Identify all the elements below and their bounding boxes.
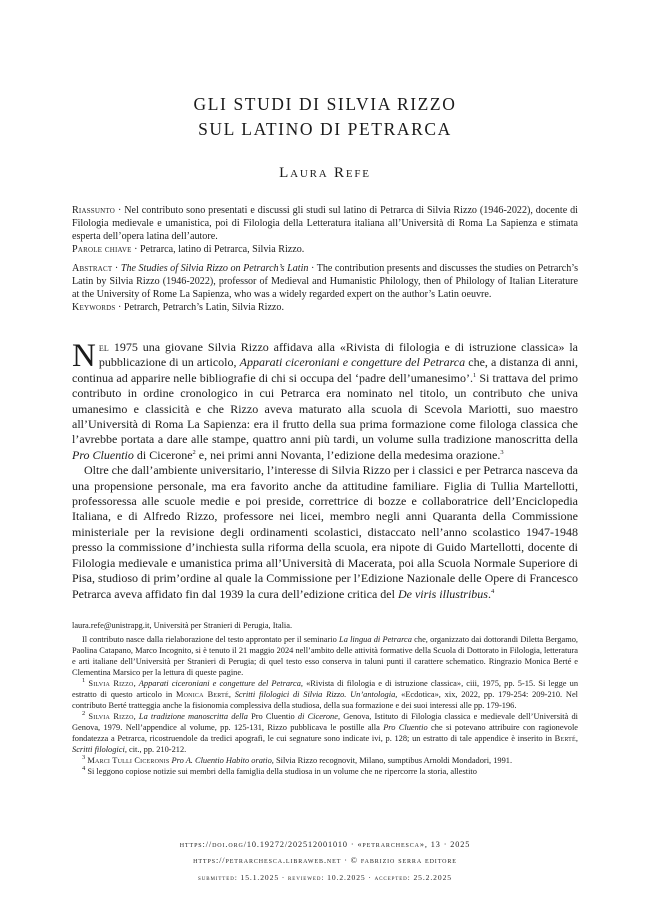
footnote-ref[interactable]: 2: [192, 448, 196, 456]
footnote-1: $^1$ Silvia Rizzo, Apparati ciceroniani e congetture del Petrarca, «Rivista di filologia e di istruzione classica», ciii, 1975, pp. 5-15. Si legge un estratto di questo articolo in Monica Berté, Scritti filologici di Silvia Rizzo. Un’antologia, «Ecdotica», xix, 2022, pp. 179-254: 209-210. Nel contributo Berté tratteggia anche la fisionomia complessiva della studiosa, della sua formazione e dei suoi interessi alle pp. 179-196.: [72, 677, 579, 710]
title-line-2: SUL LATINO DI PETRARCA: [198, 119, 452, 139]
footnote-3: $^3$ Marci Tulli Ciceronis Pro A. Cluentio Habito oratio, Silvia Rizzo recognovit, Milano, sumptibus Arnoldi Mondadori, 1991.: [82, 754, 513, 765]
footnote-ref[interactable]: 3: [500, 448, 504, 456]
abstract: Abstract · The Studies of Silvia Rizzo on Petrarch’s Latin · The contribution presents and discusses the studies on Petrarch’s Latin by Silvia Rizzo (1946-2022), professor of Medieval and Humanistic Philology, then of Philology of Italian Literature at the University of Rome La Sapienza, who was a widely regarded expert on the author’s Latin oeuvre.: [72, 263, 579, 300]
footnote-intro: Il contributo nasce dalla rielaborazione del testo approntato per il seminario La lingua di Petrarca che, organizzato dai dottorandi Diletta Bergamo, Paolina Catapano, Marco Incognito, si è tenuto il 21 maggio 2024 nell’ambito delle attività formative della Scuola di Dottorato in Filologia, letteratura e arti italiane dell’Università per Stranieri di Perugia; di quel testo esso conserva in taluni punti il carattere schematico. Ringrazio Monica Berté e Clementina Marsico per la lettura di queste pagine.: [72, 634, 578, 677]
keywords: Keywords · Petrarch, Petrarch’s Latin, Silvia Rizzo.: [72, 302, 284, 313]
abstracts-block: [72, 204, 578, 314]
parole-chiave: Parole chiave · Petrarca, latino di Petrarca, Silvia Rizzo.: [72, 244, 305, 255]
footnote-ref[interactable]: 4: [490, 587, 495, 595]
author-affiliation: laura.refe@unistrapg.it, Università per Stranieri di Perugia, Italia.: [72, 620, 293, 630]
article-body: [72, 340, 578, 602]
body-paragraph-1: Nel 1975 una giovane Silvia Rizzo affidava alla «Rivista di filologia e di istruzione classica» la pubblicazione di un articolo, Apparati ciceroniani e congetture del Petrarca che, a distanza di anni, continua ad apparire nelle bibliografie di chi si occupa del ‘padre dell’umanesimo’.$^1$ Si trattava del primo contributo in ordine cronologico in cui Petrarca era nominato nel titolo, un contributo che univa umanesimo e classicità e che Rizzo aveva maturato alla scuola di Scevola Mariotti, suo maestro all’Università di Roma La Sapienza: era il frutto della sua prima formazione come filologa classica che l’avrebbe portata a dare alle stampe, quattro anni più tardi, un volume sulla tradizione manoscritta della Pro Cluentio di Cicerone$^2$ e, nei primi anni Novanta, l’edizione della medesima orazione.$^3$: [72, 338, 579, 462]
abstract-label: Abstract: [72, 263, 113, 274]
footnotes: [72, 620, 578, 777]
body-paragraph-2: Oltre che dall’ambiente universitario, l’interesse di Silvia Rizzo per i classici e per Petrarca nasceva da una propensione personale, ma era favorito anche da attitudine familiare. Figlia di Tullia Martellotti, professoressa alle scuole medie e poi preside, correttrice di bozze e collaboratrice dell’Enciclopedia Italiana, e di Alfredo Rizzo, professore nei licei, membro negli anni Quaranta della Commissione ministeriale per la revisione degli ordinamenti scolastici, distaccato nell’anno scolastico 1947-1948 presso la commissione d’inchiesta sulla riforma della scuola, era nipote di Guido Martellotti, docente di Filologia medievale e umanistica prima all’Università di Macerata, poi alla Scuola Normale Superiore di Pisa, studioso di prim’ordine al quale la Commissione per l’Edizione Nazionale delle Opere di Francesco Petrarca aveva affidato fin dal 1939 la cura dell’edizione critica del De viris illustribus.$^4$: [72, 463, 578, 601]
footer-site[interactable]: https://petrarchesca.libraweb.net · © fabrizio serra editore: [193, 856, 457, 865]
footnote-4: $^4$ Si leggono copiose notizie sui membri della famiglia della studiosa in un volume che ne ripercorre la storia, allestito: [82, 765, 477, 776]
footnote-ref[interactable]: 1: [473, 371, 477, 379]
riassunto-label: Riassunto: [72, 205, 116, 216]
drop-cap: N: [72, 338, 96, 374]
keywords-label: Keywords: [72, 302, 116, 313]
riassunto: Riassunto · Nel contributo sono presentati e discussi gli studi sul latino di Petrarca di Silvia Rizzo (1946-2022), docente di Filologia medievale e umanistica, poi di Filologia della Letteratura italiana all’Università di Roma La Sapienza e stimata esperta dell’opera latina dell’autore.: [72, 205, 578, 242]
footer-dates: submitted: 15.1.2025 · reviewed: 10.2.2025 · accepted: 25.2.2025: [198, 873, 452, 882]
abstract-title: The Studies of Silvia Rizzo on Petrarch’s Latin: [120, 263, 309, 274]
footnote-2: $^2$ Silvia Rizzo, La tradizione manoscritta della Pro Cluentio di Cicerone, Genova, Istituto di Filologia classica e medievale dell’Università di Genova, 1979. Nell’appendice al volume, pp. 125-131, Rizzo pubblicava le postille alla Pro Cluentio che si potevano attribuire con ragionevole fondatezza a Petrarca, ricostruendole da tredici apografi, le cui segnature sono indicate ivi, p. 128; un estratto di tale appendice è inserito in Berté, Scritti filologici, cit., pp. 210-212.: [72, 710, 579, 754]
footer-doi[interactable]: https://doi.org/10.19272/202512001010 · «petrarchesca», 13 · 2025: [179, 840, 471, 849]
keywords-text: Petrarch, Petrarch’s Latin, Silvia Rizzo.: [123, 302, 284, 313]
parole-chiave-text: Petrarca, latino di Petrarca, Silvia Rizzo.: [140, 244, 305, 255]
riassunto-text: Nel contributo sono presentati e discussi gli studi sul latino di Petrarca di Silvia Rizzo (1946-2022), docente di Filologia medievale e umanistica, poi di Filologia della Letteratura italiana all’Università di Roma La Sapienza e stimata esperta dell’opera latina dell’autore.: [72, 205, 578, 242]
title-line-1: GLI STUDI DI SILVIA RIZZO: [193, 94, 457, 114]
abstract-text: The contribution presents and discusses the studies on Petrarch’s Latin by Silvia Rizzo (1946-2022), professor of Medieval and Humanistic Philology, then of Philology of Italian Literature at the University of Rome La Sapienza, who was a widely regarded expert on the author’s Latin oeuvre.: [72, 263, 579, 300]
article-title: [72, 0, 578, 142]
parole-chiave-label: Parole chiave: [72, 244, 132, 255]
author-name: Laura Refe: [279, 165, 371, 181]
